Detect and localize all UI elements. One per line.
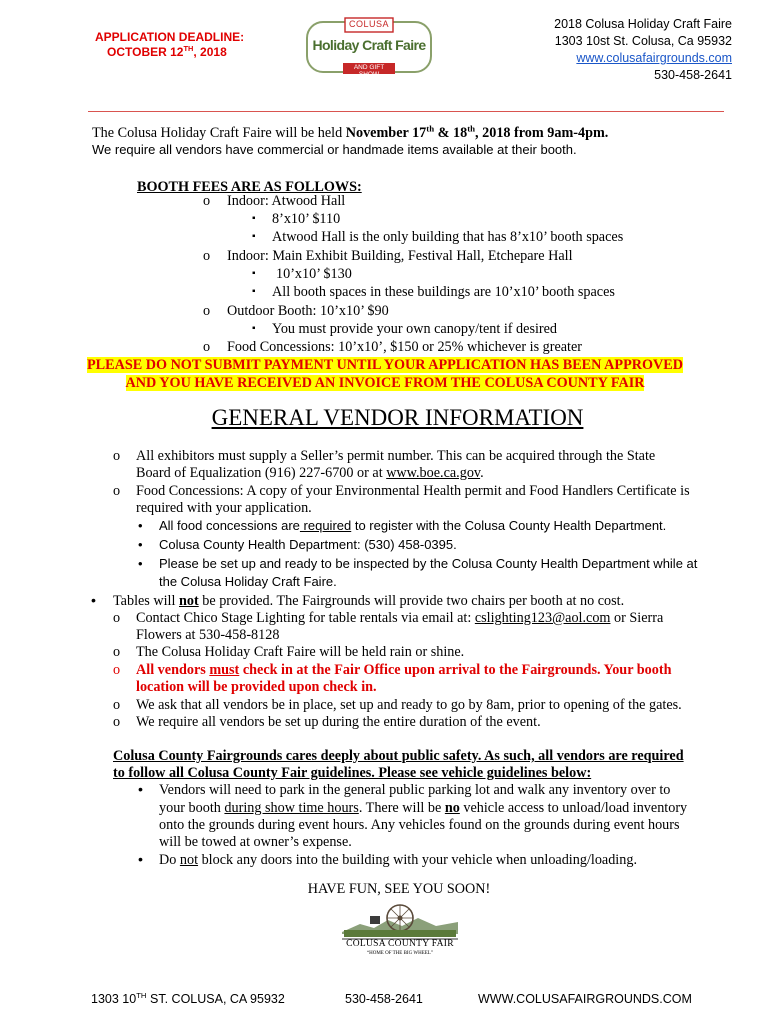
parking-line3: onto the grounds during event hours. Any vehicles found on the grounds during event hours	[159, 817, 680, 833]
footer-website[interactable]: WWW.COLUSAFAIRGROUNDS.COM	[478, 992, 692, 1006]
chico-line2: Flowers at 530-458-8128	[136, 627, 280, 643]
chico-line1: Contact Chico Stage Lighting for table rentals via email at: cslighting123@aol.com or Sierra	[136, 610, 664, 626]
boe-link[interactable]: www.boe.ca.gov	[386, 465, 481, 481]
big-wheel-icon	[340, 902, 460, 942]
fees-title: BOOTH FEES ARE AS FOLLOWS:	[137, 179, 362, 195]
header-divider	[88, 111, 724, 112]
hollow-bullet: o	[113, 483, 121, 499]
fee-atwood-note: Atwood Hall is the only building that has 8’x10’ booth spaces	[272, 229, 624, 245]
hollow-bullet: o	[113, 714, 121, 730]
checkin-line2: location will be provided upon check in.	[136, 679, 377, 695]
inspection-line1: Please be set up and ready to be inspected by the Colusa County Health Department while at	[159, 556, 698, 571]
hollow-bullet: o	[113, 697, 121, 713]
parking-line2: your booth during show time hours. There will be no vehicle access to unload/load inventory	[159, 800, 688, 816]
dot-bullet: •	[138, 852, 143, 868]
dot-bullet: •	[138, 556, 143, 571]
food-concessions-line2: required with your application.	[136, 500, 312, 516]
fee-main-size: 10’x10’ $130	[276, 266, 352, 282]
footer	[0, 990, 770, 1008]
dot-bullet: •	[138, 537, 143, 552]
logo-top-text: COLUSA	[348, 19, 389, 29]
warning-line-1: PLEASE DO NOT SUBMIT PAYMENT UNTIL YOUR APPLICATION HAS BEEN APPROVED	[87, 357, 683, 373]
food-concessions-line1: Food Concessions: A copy of your Environmental Health permit and Food Handlers Certificate is	[136, 483, 690, 499]
general-title: GENERAL VENDOR INFORMATION	[211, 405, 584, 430]
square-bullet: ▪	[252, 323, 256, 334]
setup-duration: We require all vendors be set up during the entire duration of the event.	[136, 714, 541, 730]
fair-logo-tagline: “HOME OF THE BIG WHEEL”	[366, 951, 434, 956]
checkin-line1: All vendors must check in at the Fair Office upon arrival to the Fairgrounds. Your booth	[136, 662, 672, 678]
closing-message: HAVE FUN, SEE YOU SOON!	[307, 881, 491, 897]
setup-by-8am: We ask that all vendors be in place, set up and ready to go by 8am, prior to opening of the gates.	[136, 697, 682, 713]
fee-main-note: All booth spaces in these buildings are 10’x10’ booth spaces	[272, 284, 615, 300]
footer-phone: 530-458-2641	[345, 992, 423, 1006]
seller-permit-line1: All exhibitors must supply a Seller’s permit number. This can be acquired through the State	[136, 448, 656, 464]
deadline-date: OCTOBER 12TH, 2018	[107, 44, 227, 59]
intro-event-dates: The Colusa Holiday Craft Faire will be held November 17th & 18th, 2018 from 9am-4pm.	[92, 123, 609, 141]
logo-sub-text: AND GIFT SHOW	[353, 64, 385, 78]
payment-warning	[0, 356, 770, 392]
doors-note: Do not block any doors into the building with your vehicle when unloading/loading.	[159, 852, 637, 868]
header-website-link[interactable]: www.colusafairgrounds.com	[576, 51, 732, 65]
header-street: 1303 10st St. Colusa, Ca 95932	[554, 34, 732, 48]
fee-indoor-atwood: Indoor: Atwood Hall	[227, 193, 346, 209]
dot-bullet: •	[138, 782, 143, 798]
hollow-bullet: o	[203, 339, 211, 355]
header-event-name: 2018 Colusa Holiday Craft Faire	[554, 17, 732, 31]
logo-main-text: Holiday Craft Faire	[312, 37, 426, 53]
deadline-block	[95, 30, 244, 60]
parking-line4: will be towed at owner’s expense.	[159, 834, 352, 850]
tables-note: Tables will not be provided. The Fairgrounds will provide two chairs per booth at no cost.	[113, 593, 625, 609]
fee-indoor-main: Indoor: Main Exhibit Building, Festival Hall, Etchepare Hall	[227, 248, 573, 264]
square-bullet: ▪	[252, 286, 256, 297]
fee-atwood-size: 8’x10’ $110	[272, 211, 341, 227]
email-link[interactable]: cslighting123@aol.com	[474, 610, 611, 626]
hollow-bullet: o	[113, 448, 121, 464]
safety-heading-1: Colusa County Fairgrounds cares deeply about public safety. As such, all vendors are required	[113, 748, 684, 764]
hollow-bullet: o	[113, 662, 121, 678]
hollow-bullet: o	[113, 610, 121, 626]
fee-outdoor: Outdoor Booth: 10’x10’ $90	[227, 303, 389, 319]
square-bullet: ▪	[252, 213, 256, 224]
hollow-bullet: o	[203, 193, 211, 209]
rain-or-shine: The Colusa Holiday Craft Faire will be held rain or shine.	[136, 644, 465, 660]
header-address	[554, 16, 732, 84]
hollow-bullet: o	[203, 303, 211, 319]
intro-requirement: We require all vendors have commercial or handmade items available at their booth.	[92, 142, 577, 157]
hollow-bullet: o	[203, 248, 211, 264]
fee-food: Food Concessions: 10’x10’, $150 or 25% whichever is greater	[227, 339, 583, 355]
dot-bullet: •	[138, 518, 143, 533]
craft-faire-logo	[305, 16, 433, 76]
food-register: All food concessions are required to register with the Colusa County Health Department.	[159, 518, 667, 533]
fee-outdoor-note: You must provide your own canopy/tent if desired	[272, 321, 558, 337]
square-bullet: ▪	[252, 268, 256, 279]
fair-logo-name: COLUSA COUNTY FAIR	[346, 939, 454, 949]
safety-heading-2: to follow all Colusa County Fair guidelines. Please see vehicle guidelines below:	[113, 765, 592, 781]
header-phone: 530-458-2641	[654, 68, 732, 82]
square-bullet: ▪	[252, 231, 256, 242]
warning-line-2: AND YOU HAVE RECEIVED AN INVOICE FROM THE COLUSA COUNTY FAIR	[125, 375, 645, 391]
parking-line1: Vendors will need to park in the general public parking lot and walk any inventory over to	[159, 782, 671, 798]
footer-address: 1303 10TH ST. COLUSA, CA 95932	[91, 990, 285, 1006]
health-dept-phone: Colusa County Health Department: (530) 458-0395.	[159, 537, 457, 552]
dot-bullet: •	[91, 593, 96, 609]
seller-permit-line2: Board of Equalization (916) 227-6700 or at www.boe.ca.gov.	[136, 465, 484, 481]
county-fair-logo	[340, 902, 460, 960]
inspection-line2: the Colusa Holiday Craft Faire.	[159, 574, 337, 589]
deadline-label: APPLICATION DEADLINE:	[95, 30, 245, 44]
hollow-bullet: o	[113, 644, 121, 660]
